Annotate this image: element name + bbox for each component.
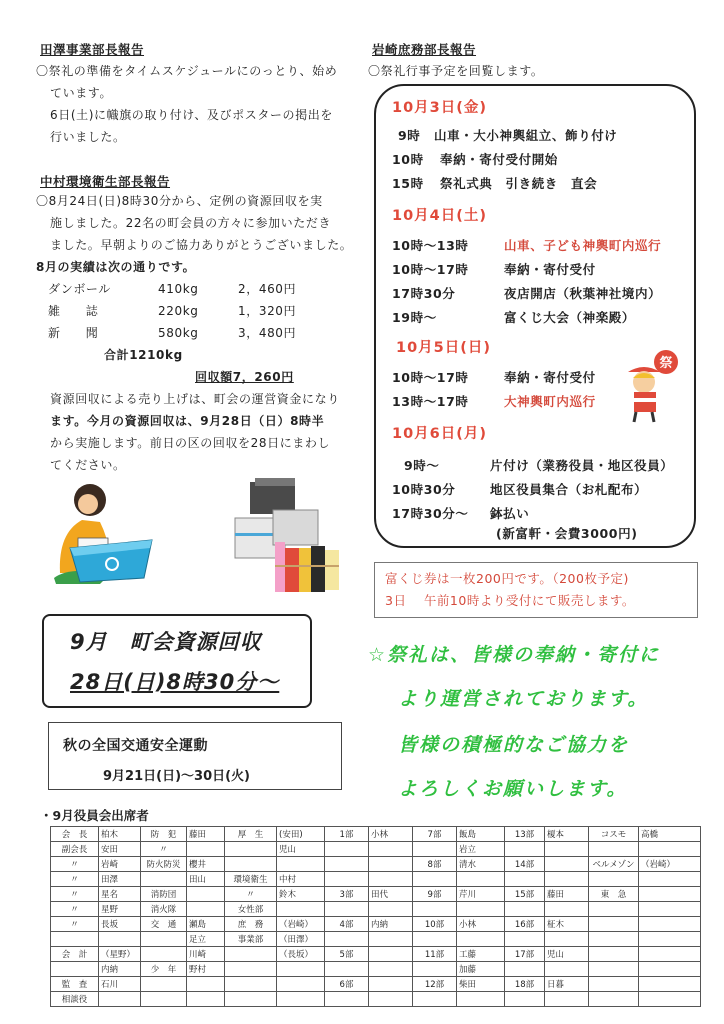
attendance-cell: 14部: [505, 857, 545, 872]
attendance-cell: 少 年: [141, 962, 187, 977]
attendance-cell: 野村: [187, 962, 225, 977]
attendance-cell: [589, 977, 639, 992]
attendance-cell: 足立: [187, 932, 225, 947]
tazawa-report-title: 田澤事業部長報告: [40, 42, 145, 57]
lottery-box: [374, 562, 698, 618]
row-time: 10時～13時: [392, 238, 469, 253]
item-amount: 2，460円: [238, 282, 297, 296]
item-amount: 1，320円: [238, 304, 297, 318]
nakamura-line: ました。早朝よりのご協力ありがとうございました。: [50, 238, 353, 252]
attendance-cell: [505, 902, 545, 917]
attendance-cell: [505, 992, 545, 1007]
attendance-title: ・9月役員会出席者: [40, 808, 149, 823]
attendance-cell: [639, 842, 701, 857]
attendance-cell: 鈴木: [277, 887, 325, 902]
attendance-cell: [141, 992, 187, 1007]
attendance-cell: コスモ: [589, 827, 639, 842]
attendance-cell: 副会長: [51, 842, 99, 857]
attendance-cell: 東 急: [589, 887, 639, 902]
attendance-cell: 18部: [505, 977, 545, 992]
attendance-cell: 石川: [99, 977, 141, 992]
attendance-cell: 12部: [413, 977, 457, 992]
attendance-cell: [369, 857, 413, 872]
schedule-day: 10月3日(金): [392, 100, 488, 116]
attendance-cell: [639, 902, 701, 917]
attendance-cell: 柴田: [457, 977, 505, 992]
attendance-cell: 監 査: [51, 977, 99, 992]
attendance-cell: [225, 962, 277, 977]
attendance-cell: 星野: [99, 902, 141, 917]
attendance-cell: ベルメゾン: [589, 857, 639, 872]
attendance-cell: 17部: [505, 947, 545, 962]
attendance-row: [51, 962, 701, 977]
attendance-row: [51, 887, 701, 902]
row-time: 15時: [392, 176, 424, 191]
row-time: 10時～17時: [392, 262, 469, 277]
attendance-cell: 〃: [141, 842, 187, 857]
attendance-cell: [325, 962, 369, 977]
attendance-cell: [639, 917, 701, 932]
attendance-cell: 内納: [369, 917, 413, 932]
schedule-row: [392, 236, 690, 254]
attendance-cell: [51, 932, 99, 947]
attendance-cell: 瀬島: [187, 917, 225, 932]
attendance-cell: [141, 872, 187, 887]
attendance-cell: [639, 872, 701, 887]
attendance-cell: [277, 962, 325, 977]
attendance-cell: [225, 842, 277, 857]
attendance-cell: 〃: [51, 902, 99, 917]
attendance-row: [51, 827, 701, 842]
attendance-cell: [325, 857, 369, 872]
attendance-cell: 児山: [277, 842, 325, 857]
attendance-cell: [369, 842, 413, 857]
attendance-cell: [99, 992, 141, 1007]
recycling-results: [48, 278, 338, 366]
attendance-cell: [639, 992, 701, 1007]
attendance-cell: [589, 932, 639, 947]
attendance-cell: 工藤: [457, 947, 505, 962]
traffic-title: 秋の全国交通安全運動: [63, 738, 208, 754]
schedule-row: [392, 260, 690, 278]
attendance-cell: 田代: [369, 887, 413, 902]
attendance-cell: [413, 872, 457, 887]
row-time: 17時30分～: [392, 506, 469, 521]
item-weight: 220kg: [158, 304, 199, 318]
slogan-line: ☆祭礼は、皆様の奉納・寄付に: [368, 644, 661, 666]
attendance-cell: [141, 932, 187, 947]
attendance-cell: [369, 947, 413, 962]
attendance-cell: [457, 992, 505, 1007]
attendance-cell: 小林: [457, 917, 505, 932]
attendance-row: [51, 902, 701, 917]
attendance-cell: [589, 992, 639, 1007]
attendance-cell: [639, 932, 701, 947]
attendance-cell: [225, 857, 277, 872]
attendance-cell: [187, 887, 225, 902]
row-time: 10時: [392, 152, 424, 167]
attendance-cell: [505, 932, 545, 947]
attendance-cell: 庶 務: [225, 917, 277, 932]
attendance-cell: [639, 962, 701, 977]
attendance-cell: 田澤: [99, 872, 141, 887]
row-time: 9時～: [404, 458, 440, 473]
recycling-total: 合計1210kg: [104, 348, 183, 362]
attendance-cell: 9部: [413, 887, 457, 902]
resource-collection-banner: [42, 614, 312, 708]
row-text: 大神輿町内巡行: [504, 394, 596, 409]
attendance-cell: [589, 902, 639, 917]
attendance-cell: 日暮: [545, 977, 589, 992]
attendance-cell: [639, 947, 701, 962]
row-text: 祭礼式典 引き続き 直会: [440, 176, 598, 191]
recycling-woman-illustration: [40, 478, 165, 586]
schedule-row: [392, 284, 690, 302]
schedule-row: [392, 504, 690, 522]
attendance-cell: [325, 992, 369, 1007]
attendance-cell: 3部: [325, 887, 369, 902]
attendance-cell: 柏木: [99, 827, 141, 842]
attendance-cell: 長坂: [99, 917, 141, 932]
item-name: ダンボール: [48, 282, 111, 296]
attendance-cell: （岩崎）: [639, 857, 701, 872]
row-text: 夜店開店（秋葉神社境内）: [504, 286, 662, 301]
banquet-fee: (新富軒・会費3000円): [496, 526, 638, 541]
slogan-line: 皆様の積極的なご協力を: [398, 734, 630, 756]
attendance-cell: 事業部: [225, 932, 277, 947]
attendance-cell: 防火防災: [141, 857, 187, 872]
attendance-cell: [187, 992, 225, 1007]
attendance-cell: （長坂）: [277, 947, 325, 962]
festival-schedule: [374, 84, 696, 548]
attendance-cell: 岩立: [457, 842, 505, 857]
row-text: 奉納・寄付受付開始: [440, 152, 558, 167]
row-text: 奉納・寄付受付: [504, 370, 596, 385]
attendance-cell: （田澤）: [277, 932, 325, 947]
attendance-cell: 中村: [277, 872, 325, 887]
attendance-cell: [369, 962, 413, 977]
attendance-cell: 15部: [505, 887, 545, 902]
attendance-cell: 〃: [51, 917, 99, 932]
attendance-cell: [325, 842, 369, 857]
attendance-cell: 飯島: [457, 827, 505, 842]
attendance-cell: 高橋: [639, 827, 701, 842]
attendance-cell: 川崎: [187, 947, 225, 962]
recycling-row: [48, 322, 338, 344]
attendance-cell: 櫻井: [187, 857, 225, 872]
attendance-cell: [141, 947, 187, 962]
attendance-cell: [225, 992, 277, 1007]
attendance-cell: [369, 977, 413, 992]
attendance-cell: 消火隊: [141, 902, 187, 917]
item-weight: 580kg: [158, 326, 199, 340]
nakamura-report-body: [36, 190, 356, 278]
attendance-row: [51, 857, 701, 872]
attendance-cell: 柾木: [545, 917, 589, 932]
slogan-line: より運営されております。: [398, 688, 649, 710]
schedule-row: [392, 308, 690, 326]
item-weight: 410kg: [158, 282, 199, 296]
iwasaki-intro: 〇祭礼行事予定を回覧します。: [368, 64, 544, 78]
lottery-line: 富くじ券は一枚200円です。（200枚予定): [385, 571, 629, 586]
attendance-row: [51, 947, 701, 962]
traffic-safety-box: [48, 722, 342, 790]
attendance-cell: 4部: [325, 917, 369, 932]
row-text: 山車・大小神輿組立、飾り付け: [434, 128, 618, 143]
attendance-cell: [369, 902, 413, 917]
attendance-cell: (安田): [277, 827, 325, 842]
attendance-row: [51, 872, 701, 887]
attendance-cell: [545, 932, 589, 947]
recycling-row: [48, 278, 338, 300]
attendance-cell: [277, 992, 325, 1007]
attendance-cell: 〃: [225, 887, 277, 902]
attendance-cell: [225, 947, 277, 962]
attendance-cell: 5部: [325, 947, 369, 962]
attendance-cell: [589, 962, 639, 977]
row-text: 奉納・寄付受付: [504, 262, 596, 277]
attendance-cell: 1部: [325, 827, 369, 842]
attendance-cell: 〃: [51, 857, 99, 872]
attendance-cell: [589, 842, 639, 857]
schedule-row: [392, 150, 682, 168]
schedule-row: [392, 368, 632, 386]
attendance-cell: 星名: [99, 887, 141, 902]
attendance-cell: 6部: [325, 977, 369, 992]
row-text: 地区役員集合（お札配布）: [490, 482, 648, 497]
attendance-cell: [505, 842, 545, 857]
attendance-cell: [325, 872, 369, 887]
row-time: 10時30分: [392, 482, 456, 497]
attendance-cell: [277, 857, 325, 872]
attendance-cell: 安田: [99, 842, 141, 857]
attendance-cell: 8部: [413, 857, 457, 872]
attendance-cell: [545, 902, 589, 917]
schedule-row: [398, 126, 688, 144]
tazawa-report-body: [36, 60, 356, 148]
attendance-cell: 防 犯: [141, 827, 187, 842]
attendance-cell: [413, 842, 457, 857]
closing-line: 資源回収による売り上げは、町会の運営資金になり: [50, 392, 340, 406]
attendance-cell: [325, 932, 369, 947]
traffic-dates: 9月21日(日)～30日(火): [103, 769, 250, 784]
attendance-cell: 13部: [505, 827, 545, 842]
attendance-cell: [505, 872, 545, 887]
attendance-row: [51, 992, 701, 1007]
attendance-cell: [545, 872, 589, 887]
attendance-cell: 交 通: [141, 917, 187, 932]
attendance-cell: [589, 947, 639, 962]
attendance-cell: 清水: [457, 857, 505, 872]
attendance-cell: [545, 842, 589, 857]
attendance-cell: [325, 902, 369, 917]
attendance-cell: 児山: [545, 947, 589, 962]
attendance-cell: 10部: [413, 917, 457, 932]
attendance-cell: 相談役: [51, 992, 99, 1007]
attendance-cell: [545, 857, 589, 872]
nakamura-line: 〇8月24日(日)8時30分から、定例の資源回収を実: [36, 194, 323, 208]
attendance-cell: [369, 992, 413, 1007]
nakamura-report-title: 中村環境衛生部長報告: [40, 174, 171, 189]
attendance-row: [51, 977, 701, 992]
attendance-cell: 〃: [51, 872, 99, 887]
attendance-cell: [545, 992, 589, 1007]
banner-line1: 9月 町会資源回収: [70, 630, 262, 654]
tazawa-line: 行いました。: [50, 130, 126, 144]
attendance-cell: 会 計: [51, 947, 99, 962]
closing-line: ます。今月の資源回収は、9月28日（日）8時半: [50, 414, 325, 428]
attendance-cell: 藤田: [545, 887, 589, 902]
attendance-row: [51, 932, 701, 947]
results-title: 8月の実績は次の通りです。: [36, 260, 196, 274]
schedule-row: [392, 174, 682, 192]
row-time: 9時: [398, 128, 421, 143]
attendance-cell: 榎本: [545, 827, 589, 842]
attendance-cell: [639, 887, 701, 902]
attendance-cell: [141, 977, 187, 992]
attendance-cell: 16部: [505, 917, 545, 932]
attendance-cell: [545, 962, 589, 977]
recycling-row: [48, 300, 338, 322]
attendance-cell: 小林: [369, 827, 413, 842]
attendance-cell: 11部: [413, 947, 457, 962]
attendance-cell: [505, 962, 545, 977]
row-text: 富くじ大会（神楽殿）: [504, 310, 636, 325]
tazawa-line: 6日(土)に幟旗の取り付け、及びポスターの掲出を: [50, 108, 333, 122]
attendance-cell: [589, 872, 639, 887]
attendance-cell: [277, 977, 325, 992]
recycling-closing: [36, 388, 356, 476]
attendance-cell: （星野）: [99, 947, 141, 962]
attendance-cell: [187, 842, 225, 857]
attendance-cell: 田山: [187, 872, 225, 887]
attendance-cell: （岩崎）: [277, 917, 325, 932]
row-time: 13時～17時: [392, 394, 469, 409]
attendance-cell: [413, 992, 457, 1007]
attendance-cell: [187, 902, 225, 917]
attendance-cell: 会 長: [51, 827, 99, 842]
attendance-cell: [413, 932, 457, 947]
attendance-cell: 加藤: [457, 962, 505, 977]
attendance-cell: [639, 977, 701, 992]
tazawa-line: ています。: [50, 86, 113, 100]
schedule-day: 10月5日(日): [396, 340, 492, 356]
slogan-line: よろしくお願いします。: [398, 778, 628, 800]
attendance-cell: [457, 872, 505, 887]
schedule-row: [392, 480, 690, 498]
schedule-row: [404, 456, 690, 474]
row-time: 17時30分: [392, 286, 456, 301]
attendance-cell: [413, 902, 457, 917]
collected-amount: 回収額7，260円: [195, 370, 294, 384]
banner-line2: 28日(日)8時30分～: [70, 670, 280, 694]
attendance-cell: [99, 932, 141, 947]
attendance-cell: 女性部: [225, 902, 277, 917]
attendance-cell: 消防団: [141, 887, 187, 902]
attendance-table: [50, 826, 701, 1007]
attendance-cell: [589, 917, 639, 932]
attendance-cell: [225, 977, 277, 992]
tazawa-line: 〇祭礼の準備をタイムスケジュールにのっとり、始め: [36, 64, 338, 78]
attendance-cell: [277, 902, 325, 917]
schedule-day: 10月6日(月): [392, 426, 488, 442]
attendance-cell: [457, 932, 505, 947]
mascot-label: 祭: [659, 356, 673, 371]
schedule-row: [392, 392, 632, 410]
attendance-cell: [369, 872, 413, 887]
iwasaki-report-title: 岩崎庶務部長報告: [372, 42, 477, 57]
attendance-cell: 芹川: [457, 887, 505, 902]
item-name: 新 聞: [48, 326, 99, 340]
row-time: 10時～17時: [392, 370, 469, 385]
row-text: 鉢払い: [490, 506, 530, 521]
attendance-cell: 環境衛生: [225, 872, 277, 887]
attendance-cell: [413, 962, 457, 977]
attendance-cell: 岩崎: [99, 857, 141, 872]
attendance-cell: [187, 977, 225, 992]
row-time: 19時～: [392, 310, 437, 325]
attendance-cell: 内納: [99, 962, 141, 977]
attendance-cell: [51, 962, 99, 977]
row-text: 片付け（業務役員・地区役員）: [490, 458, 674, 473]
schedule-day: 10月4日(土): [392, 208, 488, 224]
attendance-cell: [457, 902, 505, 917]
closing-line: てください。: [50, 458, 126, 472]
closing-line: から実施します。前日の区の回収を28日にまわし: [50, 436, 331, 450]
festival-mascot-icon: [620, 348, 684, 424]
attendance-cell: 厚 生: [225, 827, 277, 842]
attendance-cell: 〃: [51, 887, 99, 902]
attendance-cell: [369, 932, 413, 947]
item-name: 雑 誌: [48, 304, 99, 318]
attendance-cell: 7部: [413, 827, 457, 842]
attendance-row: [51, 917, 701, 932]
item-amount: 3，480円: [238, 326, 297, 340]
newspaper-bundles-illustration: [225, 478, 345, 596]
lottery-line: 3日 午前10時より受付にて販売します。: [385, 593, 635, 608]
attendance-cell: 藤田: [187, 827, 225, 842]
row-text: 山車、子ども神輿町内巡行: [504, 238, 662, 253]
nakamura-line: 施しました。22名の町会員の方々に参加いただき: [50, 216, 332, 230]
attendance-row: [51, 842, 701, 857]
